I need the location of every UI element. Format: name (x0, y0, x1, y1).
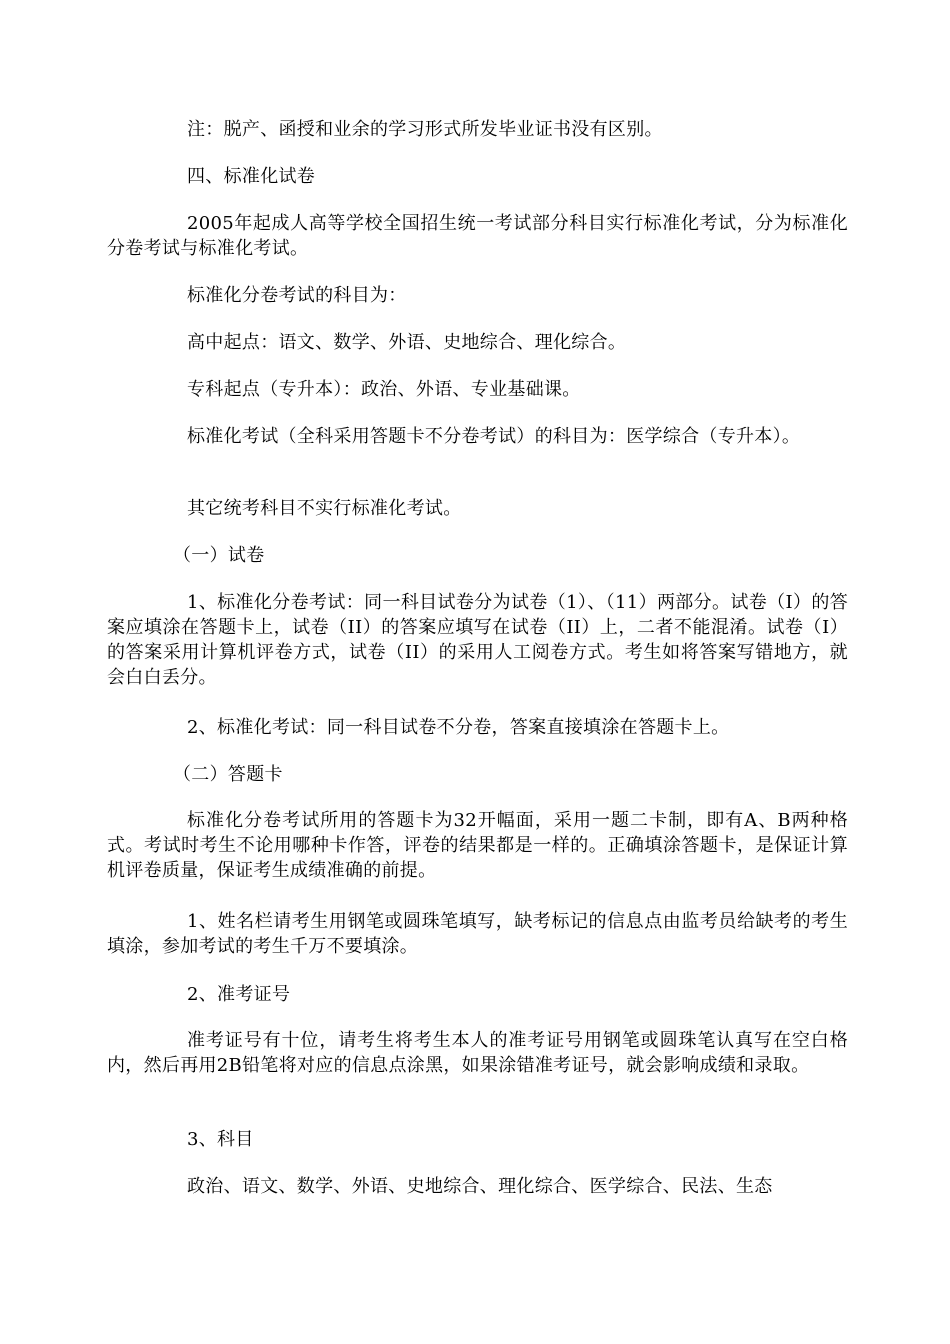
standardized-exam-subjects-paragraph: 标准化考试（全科采用答题卡不分卷考试）的科目为：医学综合（专升本）。 (187, 426, 801, 447)
split-paper-exam-paragraph: 1、标准化分卷考试：同一科目试卷分为试卷（1）、（11）两部分。试卷（I）的答案应填涂在答题卡上，试卷（II）的答案应填写在试卷（II）上，二者不能混淆。试卷（I）的答案采用计算机评卷方式，试卷（II）的采用人工阅卷方式。考生如将答案写错地方，就会白白丢分。 (107, 592, 848, 688)
intro-paragraph: 2005年起成人高等学校全国招生统一考试部分科目实行标准化考试，分为标准化分卷考试与标准化考试。 (107, 213, 848, 259)
subjects-intro-paragraph: 标准化分卷考试的科目为： (187, 285, 407, 306)
note-paragraph: 注：脱产、函授和业余的学习形式所发毕业证书没有区别。 (187, 119, 663, 140)
answer-card-paragraph: 标准化分卷考试所用的答题卡为32开幅面，采用一题二卡制，即有A、B两种格式。考试时考生不论用哪种卡作答，评卷的结果都是一样的。正确填涂答题卡，是保证计算机评卷质量，保证考生成绩准确的前提。 (107, 810, 848, 881)
high-school-subjects-paragraph: 高中起点：语文、数学、外语、史地综合、理化综合。 (187, 332, 627, 353)
standard-exam-paragraph: 2、标准化考试：同一科目试卷不分卷，答案直接填涂在答题卡上。 (187, 717, 730, 738)
section-heading-standardized-papers: 四、标准化试卷 (187, 166, 316, 187)
subsection-heading-papers: （一）试卷 (173, 545, 265, 566)
subjects-heading: 3、科目 (187, 1129, 254, 1150)
admission-number-paragraph: 准考证号有十位，请考生将考生本人的准考证号用钢笔或圆珠笔认真写在空白格内，然后再用2B铅笔将对应的信息点涂黑，如果涂错准考证号，就会影响成绩和录取。 (107, 1030, 848, 1076)
subsection-heading-answer-card: （二）答题卡 (173, 764, 283, 785)
junior-college-subjects-paragraph: 专科起点（专升本）：政治、外语、专业基础课。 (187, 379, 581, 400)
subjects-list-paragraph: 政治、语文、数学、外语、史地综合、理化综合、医学综合、民法、生态 (187, 1176, 773, 1197)
other-subjects-paragraph: 其它统考科目不实行标准化考试。 (187, 498, 462, 519)
admission-number-heading: 2、准考证号 (187, 984, 291, 1005)
name-field-paragraph: 1、姓名栏请考生用钢笔或圆珠笔填写，缺考标记的信息点由监考员给缺考的考生填涂，参加考试的考生千万不要填涂。 (107, 911, 848, 957)
